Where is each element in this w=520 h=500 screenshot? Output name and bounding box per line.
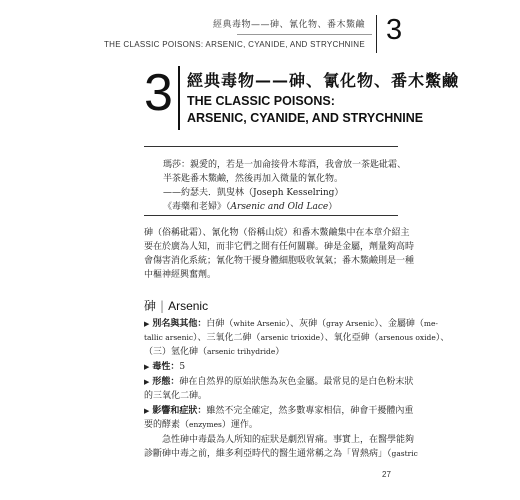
bullet-triangle-icon: ▶ — [144, 378, 150, 386]
bullet-form-continuation: 的三氧化二砷。 — [144, 391, 208, 401]
body-paragraph-line: 急性砷中毒最為人所知的症狀是劇烈胃痛。事實上，在醫學能夠 — [162, 435, 415, 445]
bullet-names: ▶ 別名與其他：白砷（white Arsenic）、灰砷（gray Arsenic）、金屬砷（me- — [144, 319, 438, 329]
intro-paragraph-line: 中樞神經興奮劑。 — [144, 270, 217, 280]
intro-paragraph-line: 要在於廣為人知，而非它們之間有任何關聯。砷是金屬，劑量夠高時 — [144, 242, 415, 252]
intro-paragraph-line: 砷（俗稱砒霜）、氰化物（俗稱山烷）和番木鱉鹼集中在本章介紹主 — [144, 228, 410, 238]
epigraph-attribution: ——約瑟夫．凱叟林（Joseph Kesselring） — [163, 188, 344, 198]
bullet-effects: ▶ 影響和症狀：雖然不完全確定，然多數專家相信，砷會干擾體內重 — [144, 406, 414, 416]
bullet-form: ▶ 形態：砷在自然界的原始狀態為灰色金屬。最常見的是白色粉末狀 — [144, 377, 414, 387]
epigraph-line: 半茶匙番木鱉鹼，然後再加入微量的氰化物。 — [163, 174, 344, 184]
bullet-effects-continuation: 要的酵素（enzymes）運作。 — [144, 420, 258, 430]
chapter-title-cn: 經典毒物——砷、氰化物、番木鱉鹼 — [187, 71, 460, 90]
running-header-cn: 經典毒物——砷、氰化物、番木鱉鹼 — [212, 20, 365, 30]
running-header-chapter-number: 3 — [386, 14, 403, 46]
chapter-number: 3 — [144, 64, 173, 122]
chapter-divider — [178, 66, 180, 130]
intro-paragraph-line: 會傷害消化系統；氰化物干擾身體細胞吸收氧氣；番木鱉鹼則是一種 — [144, 256, 415, 266]
bullet-names-continuation: tallic arsenic）、三氧化二砷（arsenic trioxide）、氧化亞砷（arsenous oxide）、 — [144, 333, 450, 343]
epigraph-bottom-rule — [144, 215, 398, 216]
body-paragraph-line: 診斷砷中毒之前，維多利亞時代的醫生通常稱之為「胃熱病」（gastric — [144, 449, 418, 459]
chapter-title-en-line1: THE CLASSIC POISONS: — [187, 94, 335, 108]
bullet-triangle-icon: ▶ — [144, 407, 150, 415]
section-title-cn: 砷 — [144, 299, 157, 313]
running-header-en: THE CLASSIC POISONS: ARSENIC, CYANIDE, AND STRYCHNINE — [104, 40, 365, 49]
bullet-toxicity: ▶ 毒性：5 — [144, 362, 186, 372]
section-heading — [144, 297, 208, 314]
section-title-en: Arsenic — [168, 299, 209, 313]
bullet-names-continuation: （三）氫化砷（arsenic trihydride） — [144, 347, 285, 357]
section-divider: | — [160, 299, 165, 313]
running-header-rule — [237, 34, 372, 35]
page-number: 27 — [382, 470, 391, 479]
running-header-divider — [376, 15, 377, 53]
epigraph-top-rule — [144, 146, 398, 147]
bullet-triangle-icon: ▶ — [144, 363, 150, 371]
epigraph-line: 瑪莎：親愛的，若是一加侖接骨木莓酒，我會放一茶匙砒霜、 — [163, 160, 407, 170]
chapter-title-en-line2: ARSENIC, CYANIDE, AND STRYCHNINE — [187, 111, 424, 125]
bullet-triangle-icon: ▶ — [144, 320, 150, 328]
epigraph-source: 《毒藥和老婦》（Arsenic and Old Lace） — [163, 202, 338, 212]
